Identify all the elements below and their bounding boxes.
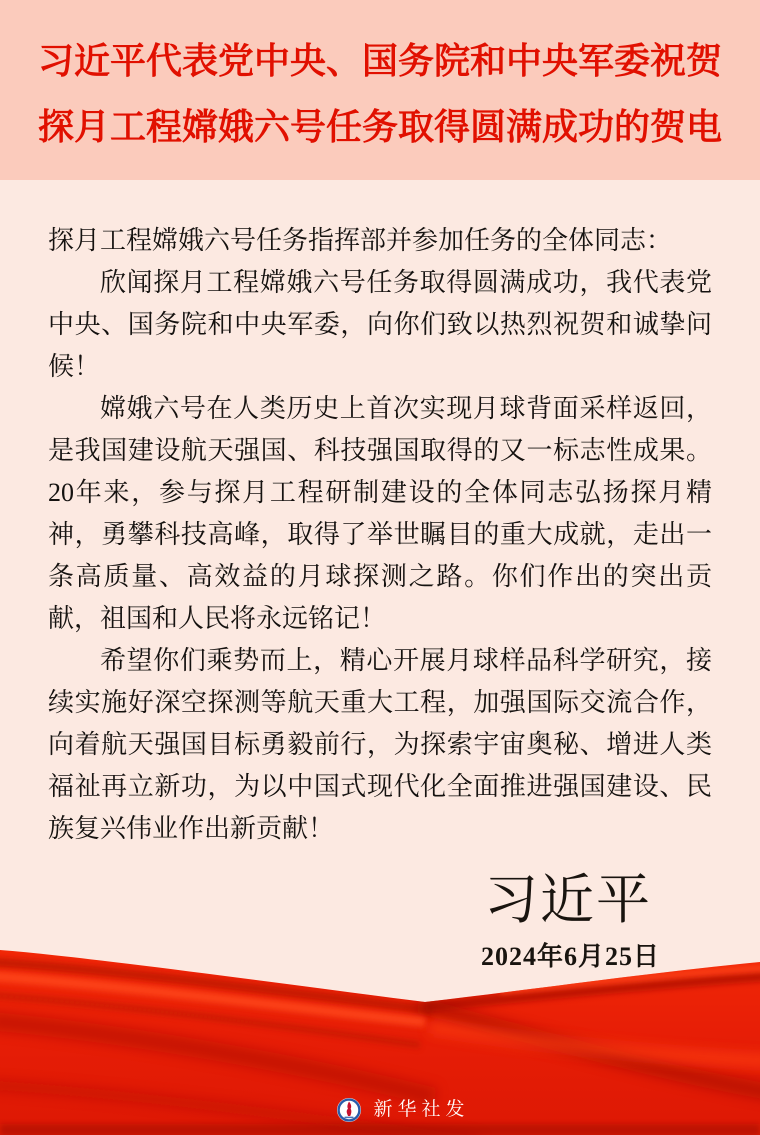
red-silk-ribbon xyxy=(0,935,760,1135)
salutation: 探月工程嫦娥六号任务指挥部并参加任务的全体同志： xyxy=(48,226,673,255)
signature-date: 2024年6月25日 xyxy=(480,942,660,971)
headline-line-2: 探月工程嫦娥六号任务取得圆满成功的贺电 xyxy=(37,107,722,147)
letter-body xyxy=(0,180,760,974)
xinhua-logo-icon xyxy=(336,1097,362,1123)
paragraph-1: 欣闻探月工程嫦娥六号任务取得圆满成功，我代表党中央、国务院和中央军委，向你们致以热烈祝贺和诚挚问候！ xyxy=(48,268,712,381)
agency-credit-label: 新华社发 xyxy=(373,1099,470,1120)
agency-credit xyxy=(23,1097,760,1123)
signature-name: 习近平 xyxy=(484,870,652,930)
paragraph-2: 嫦娥六号在人类历史上首次实现月球背面采样返回，是我国建设航天强国、科技强国取得的又一标志性成果。20年来，参与探月工程研制建设的全体同志弘扬探月精神，勇攀科技高峰，取得了举世瞩目的重大成就，走出一条高质量、高效益的月球探测之路。你们作出的突出贡献，祖国和人民将永远铭记！ xyxy=(48,394,712,633)
headline-banner xyxy=(0,0,760,180)
paragraph-3: 希望你们乘势而上，精心开展月球样品科学研究，接续实施好深空探测等航天重大工程，加强国际交流合作，向着航天强国目标勇毅前行，为探索宇宙奥秘、增进人类福祉再立新功，为以中国式现代化全面推进强国建设、民族复兴伟业作出新贡献！ xyxy=(48,646,712,843)
headline-line-1: 习近平代表党中央、国务院和中央军委祝贺 xyxy=(37,41,722,81)
